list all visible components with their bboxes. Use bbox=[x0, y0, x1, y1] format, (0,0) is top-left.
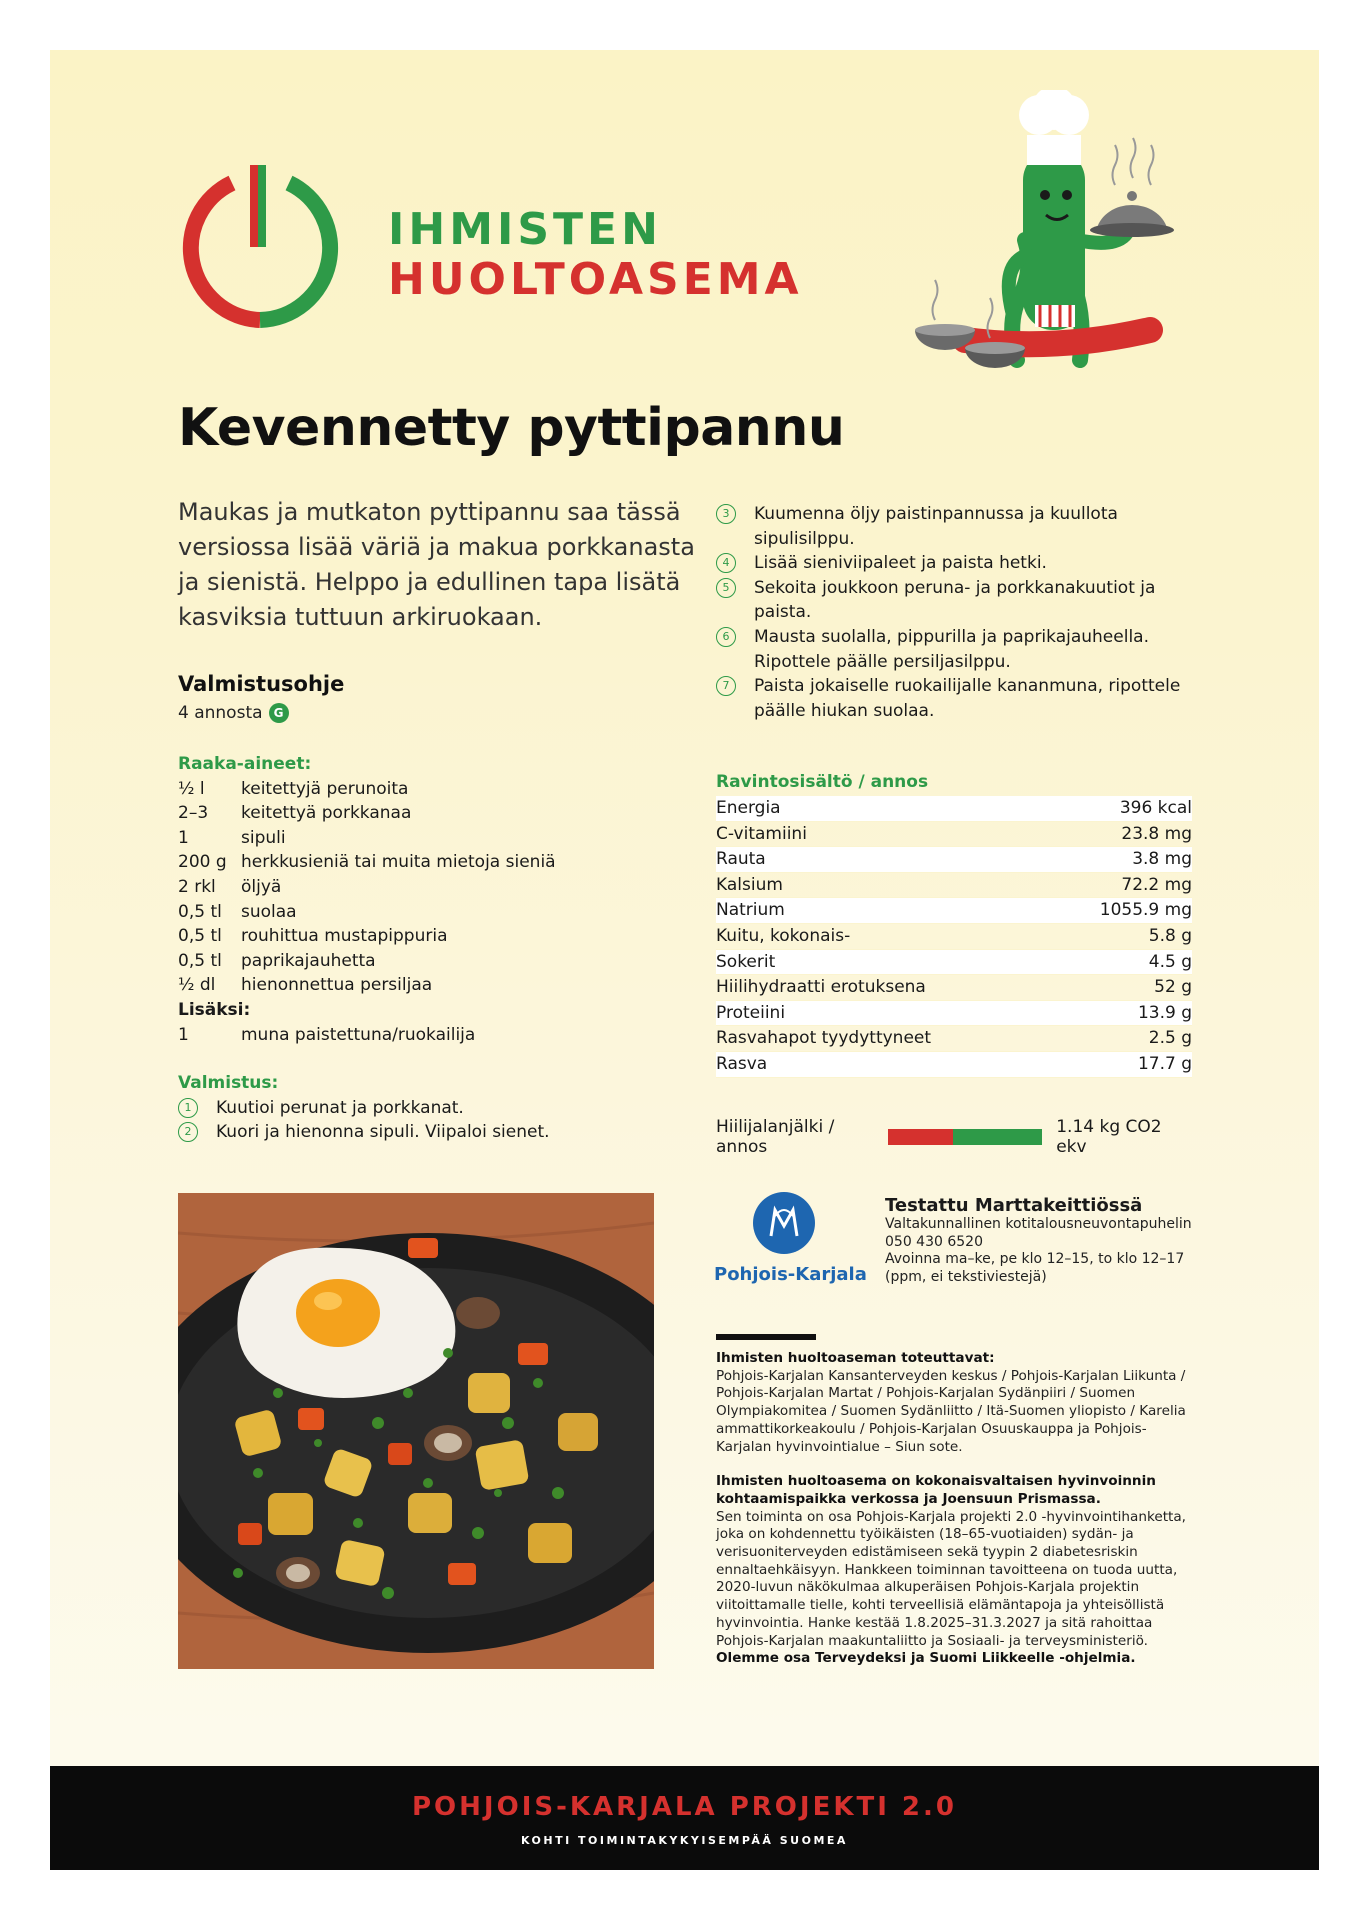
about-body: Sen toiminta on osa Pohjois-Karjala projekti 2.0 -hyvinvointihanketta, joka on kohdennettu työikäisten (18–65-vuotiaiden) sydän- ja verisuoniterveyden edistämiseen sekä tyypin 2 diabetesriskin ennaltaehkäisyyn. Hankkeen toiminnan tavoitteena on tuoda uutta, 2020-luvun näkökulmaa alkuperäisen Pohjois-Karjala projektin viitoittamalle tielle, kohti terveellisiä elämäntapoja ja yhteisöllistä hyvinvointia. Hanke kestää 1.8.2025–31.3.2027 ja sitä rahoittaa Pohjois-Karjalan maakuntaliitto ja Sosiaali- ja terveysministeriö. bbox=[716, 1508, 1187, 1649]
extras-heading: Lisäksi: bbox=[178, 999, 251, 1020]
brand-wordmark bbox=[388, 205, 803, 305]
power-logo-icon bbox=[178, 163, 343, 328]
nutrition-row bbox=[716, 975, 1192, 1001]
brand-line-2: HUOLTOASEMA bbox=[388, 254, 803, 305]
nutrition-row bbox=[716, 950, 1192, 976]
nutrition-row bbox=[716, 1001, 1192, 1027]
step-text: Kuumenna öljy paistinpannussa ja kuullota sipulisilppu. bbox=[754, 504, 1118, 549]
ingredient-name: öljyä bbox=[241, 876, 282, 897]
ingredient-qty: 2 rkl bbox=[178, 876, 216, 897]
tested-title: Testattu Marttakeittiössä bbox=[885, 1195, 1143, 1216]
nutrient-label: C-vitamiini bbox=[716, 823, 807, 844]
method-heading: Valmistus: bbox=[178, 1073, 279, 1093]
nutrient-value: 23.8 mg bbox=[1121, 823, 1192, 844]
step-number: 6 bbox=[716, 627, 736, 647]
step-number: 2 bbox=[178, 1122, 198, 1142]
marttat-logo bbox=[714, 1192, 867, 1285]
method-step bbox=[716, 674, 1186, 723]
nutrient-label: Rasva bbox=[716, 1053, 768, 1074]
footer-subtitle: KOHTI TOIMINTAKYKYISEMPÄÄ SUOMEA bbox=[521, 1834, 848, 1847]
nutrient-value: 1055.9 mg bbox=[1099, 900, 1192, 921]
servings bbox=[178, 703, 289, 723]
nutrition-row bbox=[716, 1052, 1192, 1078]
ingredient-qty: 200 g bbox=[178, 852, 227, 873]
step-text: Lisää sieniviipaleet ja paista hetki. bbox=[754, 553, 1047, 574]
nutrient-value: 2.5 g bbox=[1148, 1028, 1192, 1049]
nutrition-heading: Ravintosisältö / annos bbox=[716, 772, 929, 792]
chef-mascot-illustration bbox=[905, 90, 1205, 370]
carbon-value: 1.14 kg CO2 ekv bbox=[1056, 1117, 1162, 1157]
ingredient-qty: 0,5 tl bbox=[178, 926, 222, 947]
nutrient-value: 72.2 mg bbox=[1121, 874, 1192, 895]
carbon-bar bbox=[888, 1129, 1042, 1145]
nutrient-value: 3.8 mg bbox=[1132, 849, 1192, 870]
ingredient-name: paprikajauhetta bbox=[241, 950, 376, 971]
nutrition-row bbox=[716, 898, 1192, 924]
nutrition-row bbox=[716, 873, 1192, 899]
method-step bbox=[178, 1120, 598, 1145]
method-step bbox=[716, 502, 1186, 551]
ingredient-qty: 2–3 bbox=[178, 803, 209, 824]
helpline-phone: 050 430 6520 bbox=[885, 1233, 983, 1250]
ingredient-qty: 0,5 tl bbox=[178, 950, 222, 971]
servings-text: 4 annosta bbox=[178, 703, 263, 723]
ingredient-qty: 1 bbox=[178, 827, 189, 848]
carbon-bar-red bbox=[888, 1129, 953, 1145]
ingredient-row bbox=[178, 875, 598, 900]
step-text: Mausta suolalla, pippurilla ja paprikajauheella. Ripottele päälle persiljasilppu. bbox=[754, 626, 1149, 672]
nutrition-table bbox=[716, 796, 1192, 1078]
step-text: Sekoita joukkoon peruna- ja porkkanakuutiot ja paista. bbox=[754, 577, 1156, 623]
method-step bbox=[178, 1096, 598, 1121]
footer-title: POHJOIS-KARJALA PROJEKTI 2.0 bbox=[412, 1792, 957, 1822]
ingredient-row bbox=[178, 973, 598, 998]
nutrient-value: 396 kcal bbox=[1119, 798, 1192, 818]
carbon-label: Hiilijalanjälki / annos bbox=[716, 1117, 835, 1157]
step-number: 5 bbox=[716, 578, 736, 598]
method-step bbox=[716, 551, 1186, 576]
step-text: Kuori ja hienonna sipuli. Viipaloi sienet. bbox=[216, 1122, 550, 1143]
ingredient-qty: 0,5 tl bbox=[178, 901, 222, 922]
helpline-note: (ppm, ei tekstiviestejä) bbox=[885, 1268, 1047, 1285]
ingredient-name: rouhittua mustapippuria bbox=[241, 926, 448, 947]
method-steps-right bbox=[716, 502, 1186, 723]
nutrient-label: Proteiini bbox=[716, 1002, 786, 1023]
step-number: 3 bbox=[716, 504, 736, 524]
ingredient-name: sipuli bbox=[241, 827, 286, 848]
partners-info bbox=[716, 1350, 1196, 1668]
partners-heading: Ihmisten huoltoaseman toteuttavat: bbox=[716, 1350, 995, 1366]
partners-list: Pohjois-Karjalan Kansanterveyden keskus / Pohjois-Karjalan Liikunta / Pohjois-Karjalan Martat / Pohjois-Karjalan Sydänpiiri / Suomen Olympiakomitea / Suomen Sydänliitto / Itä-Suomen yliopisto / Karelia ammattikorkeakoulu / Pohjois-Karjalan Osuuskauppa ja Pohjois-Karjalan hyvinvointialue – Siun sote. bbox=[716, 1367, 1186, 1455]
gluten-free-badge: G bbox=[269, 703, 289, 723]
ingredient-row bbox=[178, 1023, 598, 1048]
ingredients-heading: Raaka-aineet: bbox=[178, 754, 312, 774]
instructions-heading: Valmistusohje bbox=[178, 672, 345, 696]
ingredient-row bbox=[178, 924, 598, 949]
ingredient-row bbox=[178, 900, 598, 925]
recipe-intro: Maukas ja mutkaton pyttipannu saa tässä versiossa lisää väriä ja makua porkkanasta ja sienistä. Helppo ja edullinen tapa lisätä kasviksia tuttuun arkiruokaan. bbox=[178, 498, 695, 631]
step-text: Kuutioi perunat ja porkkanat. bbox=[216, 1097, 464, 1118]
ingredient-name: muna paistettuna/ruokailija bbox=[241, 1024, 476, 1045]
ingredient-name: suolaa bbox=[241, 901, 297, 922]
ingredient-name: hienonnettua persiljaa bbox=[241, 975, 433, 996]
nutrient-label: Rauta bbox=[716, 849, 766, 870]
method-steps-left bbox=[178, 1071, 598, 1145]
ingredient-qty: 1 bbox=[178, 1024, 189, 1045]
marttat-emblem-icon bbox=[753, 1192, 815, 1254]
recipe-title: Kevennetty pyttipannu bbox=[178, 398, 845, 458]
dish-photo bbox=[178, 1193, 654, 1669]
nutrient-value: 4.5 g bbox=[1148, 951, 1192, 972]
ingredient-name: keitettyä porkkanaa bbox=[241, 803, 412, 824]
nutrient-label: Rasvahapot tyydyttyneet bbox=[716, 1028, 932, 1049]
nutrient-label: Sokerit bbox=[716, 951, 776, 972]
helpline-hours: Avoinna ma–ke, pe klo 12–15, to klo 12–17 bbox=[885, 1251, 1185, 1267]
method-step bbox=[716, 576, 1186, 625]
ingredient-row bbox=[178, 949, 598, 974]
nutrient-value: 52 g bbox=[1154, 977, 1192, 998]
nutrition-row bbox=[716, 847, 1192, 873]
step-text: Paista jokaiselle ruokailijalle kananmuna, ripottele päälle hiukan suolaa. bbox=[754, 676, 1181, 721]
nutrient-label: Kalsium bbox=[716, 874, 783, 895]
nutrient-value: 13.9 g bbox=[1137, 1002, 1192, 1023]
nutrition-row bbox=[716, 1026, 1192, 1052]
step-number: 1 bbox=[178, 1098, 198, 1118]
step-number: 4 bbox=[716, 553, 736, 573]
nutrient-value: 5.8 g bbox=[1148, 925, 1192, 946]
ingredient-row bbox=[178, 826, 598, 851]
ingredient-row bbox=[178, 850, 598, 875]
carbon-bar-green bbox=[953, 1129, 1042, 1145]
ingredient-row bbox=[178, 801, 598, 826]
method-step bbox=[716, 625, 1186, 674]
ingredient-row bbox=[178, 777, 598, 802]
about-intro: Ihmisten huoltoasema on kokonaisvaltaisen hyvinvoinnin kohtaamispaikka verkossa ja Joensuun Prismassa. bbox=[716, 1473, 1156, 1507]
ingredient-qty: ½ dl bbox=[178, 975, 216, 996]
nutrient-value: 17.7 g bbox=[1137, 1053, 1192, 1074]
nutrition-row bbox=[716, 796, 1192, 822]
ingredient-name: herkkusieniä tai muita mietoja sieniä bbox=[241, 852, 556, 873]
carbon-footprint bbox=[716, 1117, 1192, 1157]
nutrient-label: Energia bbox=[716, 798, 781, 818]
tested-info bbox=[885, 1195, 1205, 1286]
section-divider bbox=[716, 1334, 816, 1340]
ingredient-name: keitettyjä perunoita bbox=[241, 778, 409, 799]
marttat-region: Pohjois-Karjala bbox=[714, 1264, 867, 1285]
nutrient-label: Natrium bbox=[716, 900, 785, 921]
footer-banner bbox=[50, 1766, 1319, 1870]
nutrient-label: Hiilihydraatti erotuksena bbox=[716, 977, 926, 998]
helpline-name: Valtakunnallinen kotitalousneuvontapuhelin bbox=[885, 1216, 1192, 1232]
step-number: 7 bbox=[716, 676, 736, 696]
nutrition-row bbox=[716, 924, 1192, 950]
ingredients-list bbox=[178, 752, 598, 1047]
nutrient-label: Kuitu, kokonais- bbox=[716, 925, 851, 946]
about-outro: Olemme osa Terveydeksi ja Suomi Liikkeelle -ohjelmia. bbox=[716, 1650, 1136, 1667]
ingredient-qty: ½ l bbox=[178, 778, 205, 799]
brand-line-1: IHMISTEN bbox=[388, 204, 662, 255]
nutrition-row bbox=[716, 822, 1192, 848]
nutrition-panel bbox=[716, 772, 1192, 1078]
